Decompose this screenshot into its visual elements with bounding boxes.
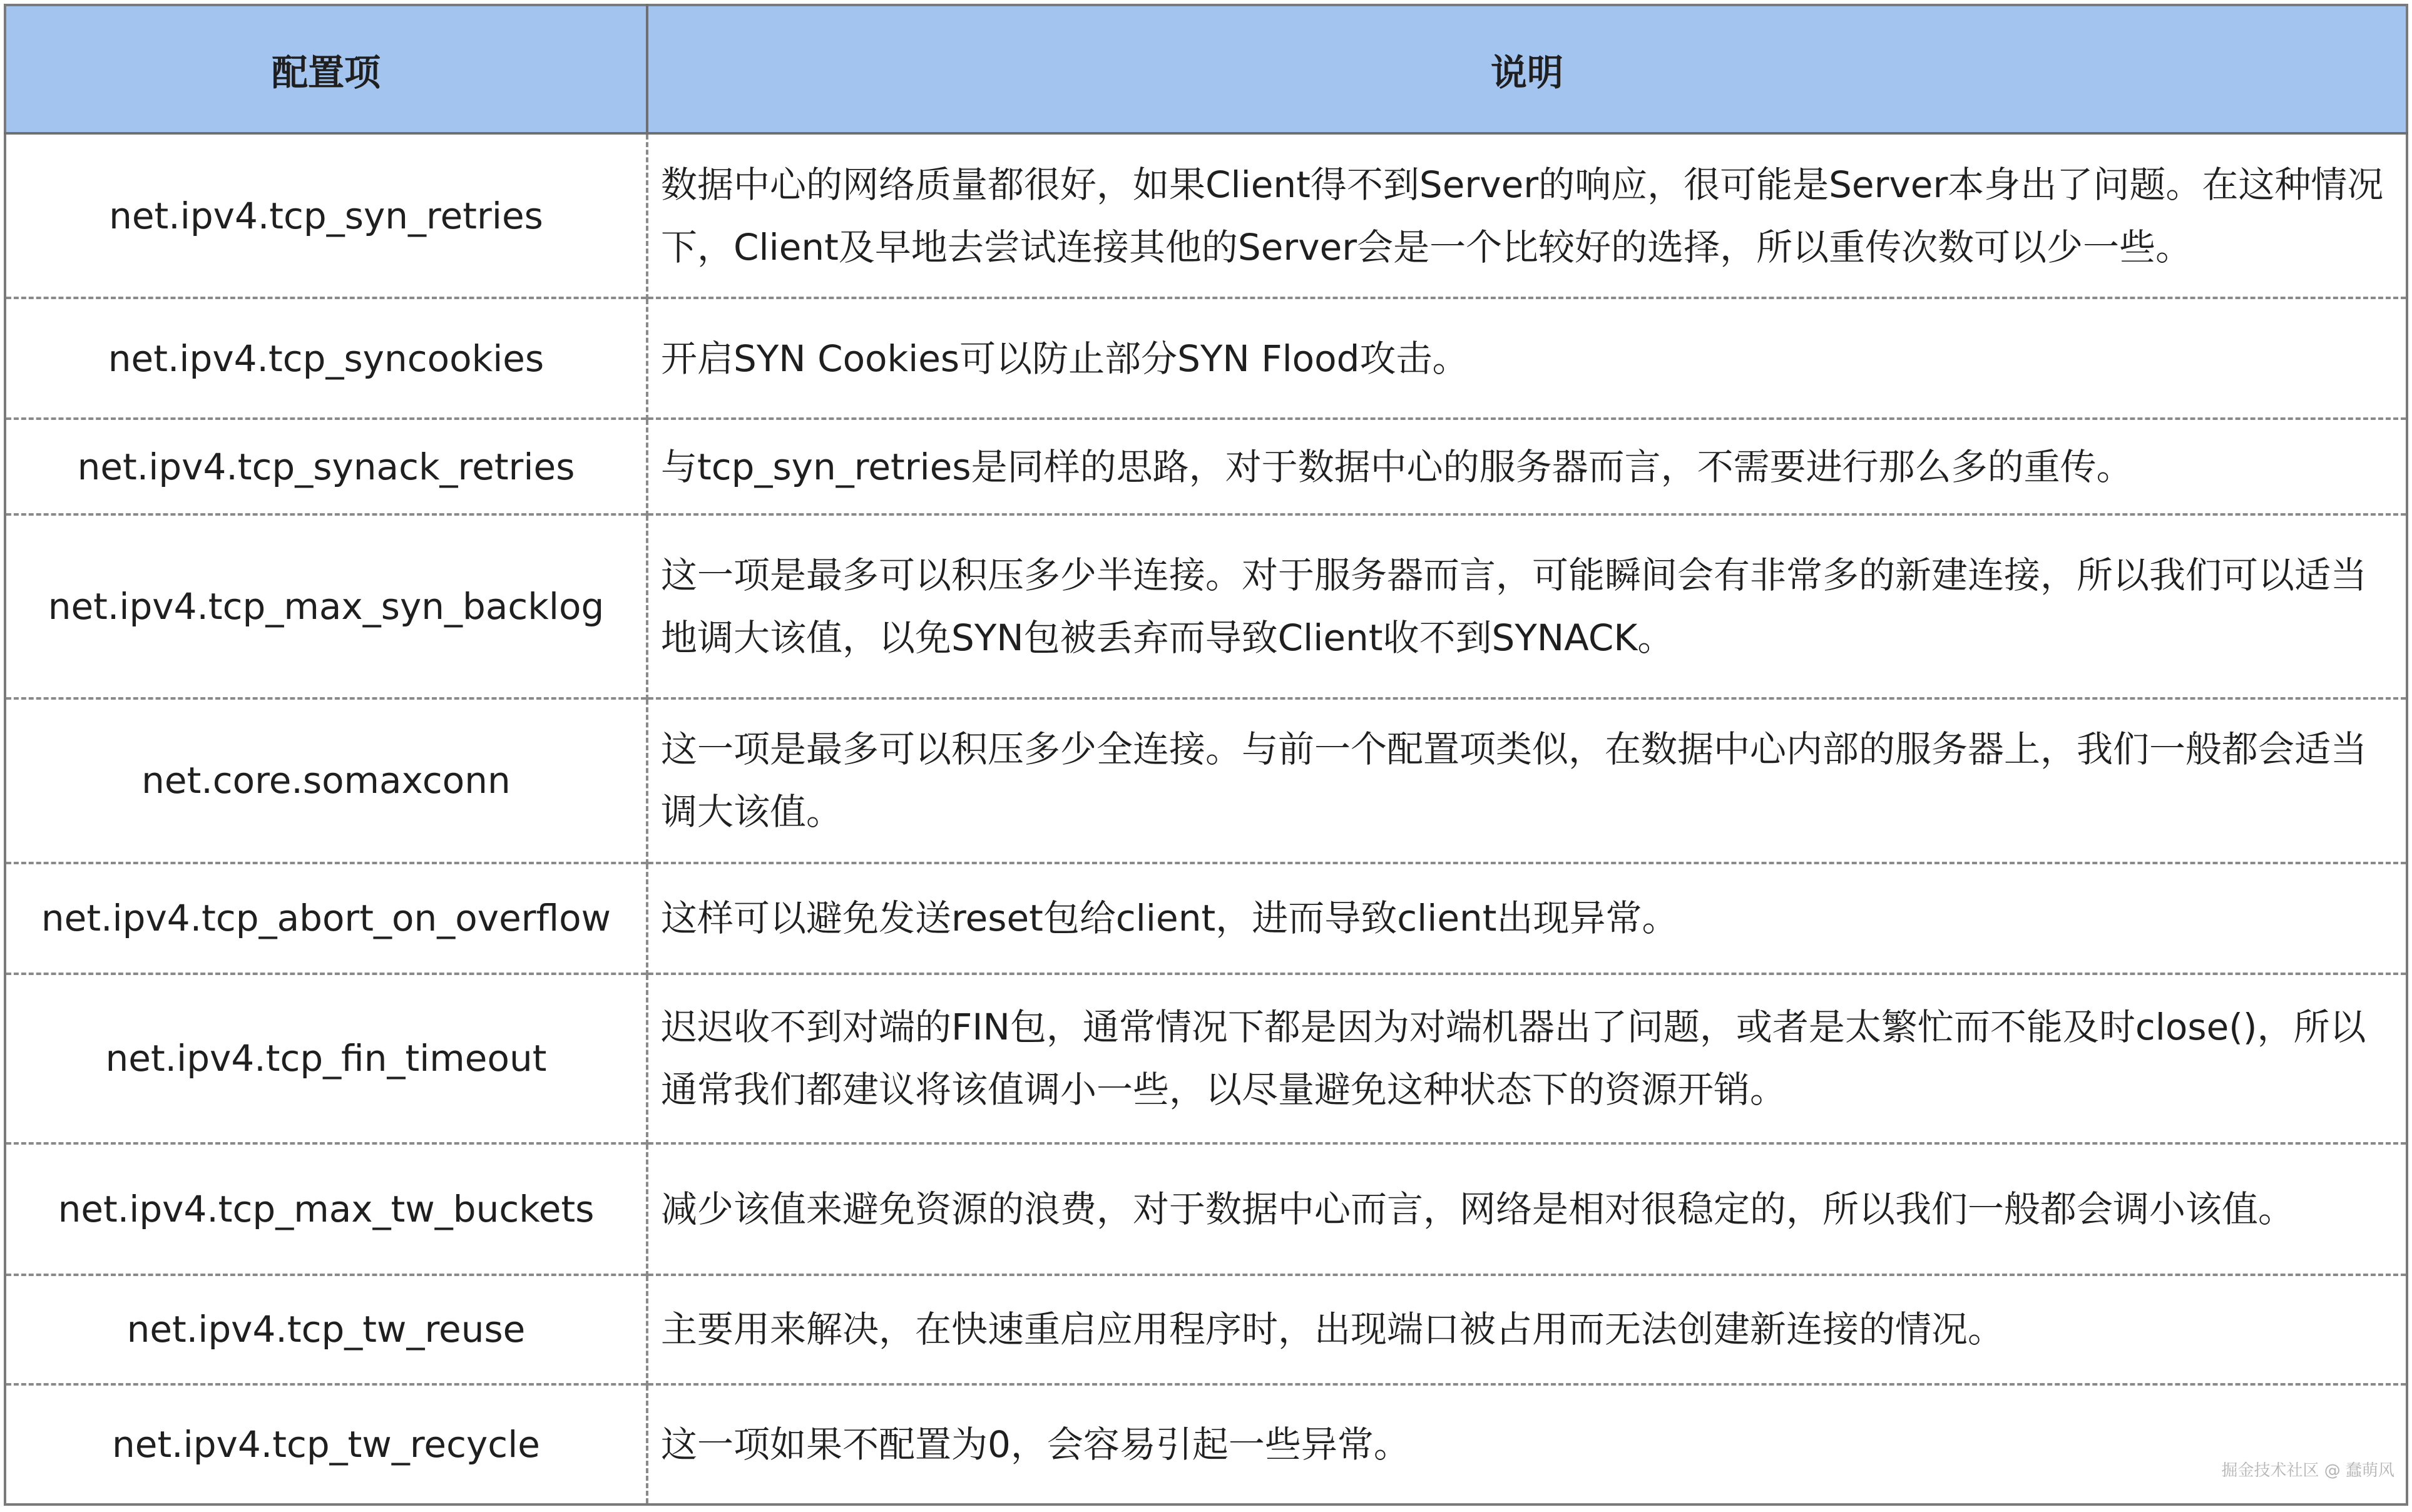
config-key: net.ipv4.tcp_synack_retries bbox=[5, 419, 647, 514]
table-header-row bbox=[5, 5, 2407, 133]
config-key: net.ipv4.tcp_tw_recycle bbox=[5, 1384, 647, 1504]
config-key: net.ipv4.tcp_tw_reuse bbox=[5, 1275, 647, 1384]
table-row bbox=[5, 698, 2407, 863]
watermark: 掘金技术社区 @ 蠢萌风 bbox=[2221, 1461, 2394, 1480]
table-row bbox=[5, 974, 2407, 1143]
table-row bbox=[5, 1275, 2407, 1384]
column-header-description: 说明 bbox=[647, 5, 2407, 133]
table-row bbox=[5, 419, 2407, 514]
config-key: net.core.somaxconn bbox=[5, 698, 647, 863]
column-header-config-item: 配置项 bbox=[5, 5, 647, 133]
table-row bbox=[5, 1384, 2407, 1504]
table-row bbox=[5, 133, 2407, 298]
config-description: 迟迟收不到对端的FIN包，通常情况下都是因为对端机器出了问题，或者是太繁忙而不能及时close()，所以通常我们都建议将该值调小一些，以尽量避免这种状态下的资源开销。 bbox=[647, 974, 2407, 1143]
config-description: 数据中心的网络质量都很好，如果Client得不到Server的响应，很可能是Server本身出了问题。在这种情况下，Client及早地去尝试连接其他的Server会是一个比较好的选择，所以重传次数可以少一些。 bbox=[661, 163, 2384, 268]
config-description: 与tcp_syn_retries是同样的思路，对于数据中心的服务器而言，不需要进行那么多的重传。 bbox=[647, 419, 2407, 514]
config-key: net.ipv4.tcp_max_syn_backlog bbox=[5, 514, 647, 698]
config-key: net.ipv4.tcp_max_tw_buckets bbox=[5, 1143, 647, 1275]
table-row bbox=[5, 514, 2407, 698]
config-key: net.ipv4.tcp_abort_on_overflow bbox=[5, 863, 647, 974]
table-row bbox=[5, 863, 2407, 974]
table-row bbox=[5, 298, 2407, 419]
config-description: 主要用来解决，在快速重启应用程序时，出现端口被占用而无法创建新连接的情况。 bbox=[647, 1275, 2407, 1384]
config-key: net.ipv4.tcp_syn_retries bbox=[5, 133, 647, 298]
config-description: 开启SYN Cookies可以防止部分SYN Flood攻击。 bbox=[647, 298, 2407, 419]
config-key: net.ipv4.tcp_fin_timeout bbox=[5, 974, 647, 1143]
config-key: net.ipv4.tcp_syncookies bbox=[5, 298, 647, 419]
config-description: 这一项是最多可以积压多少全连接。与前一个配置项类似，在数据中心内部的服务器上，我们一般都会适当调大该值。 bbox=[647, 698, 2407, 863]
config-description: 这一项如果不配置为0，会容易引起一些异常。 bbox=[647, 1384, 2407, 1504]
config-description: 这样可以避免发送reset包给client，进而导致client出现异常。 bbox=[647, 863, 2407, 974]
table-row bbox=[5, 1143, 2407, 1275]
config-description: 减少该值来避免资源的浪费，对于数据中心而言，网络是相对很稳定的，所以我们一般都会调小该值。 bbox=[647, 1143, 2407, 1275]
config-description: 这一项是最多可以积压多少半连接。对于服务器而言，可能瞬间会有非常多的新建连接，所以我们可以适当地调大该值，以免SYN包被丢弃而导致Client收不到SYNACK。 bbox=[647, 514, 2407, 698]
config-table bbox=[4, 4, 2408, 1506]
